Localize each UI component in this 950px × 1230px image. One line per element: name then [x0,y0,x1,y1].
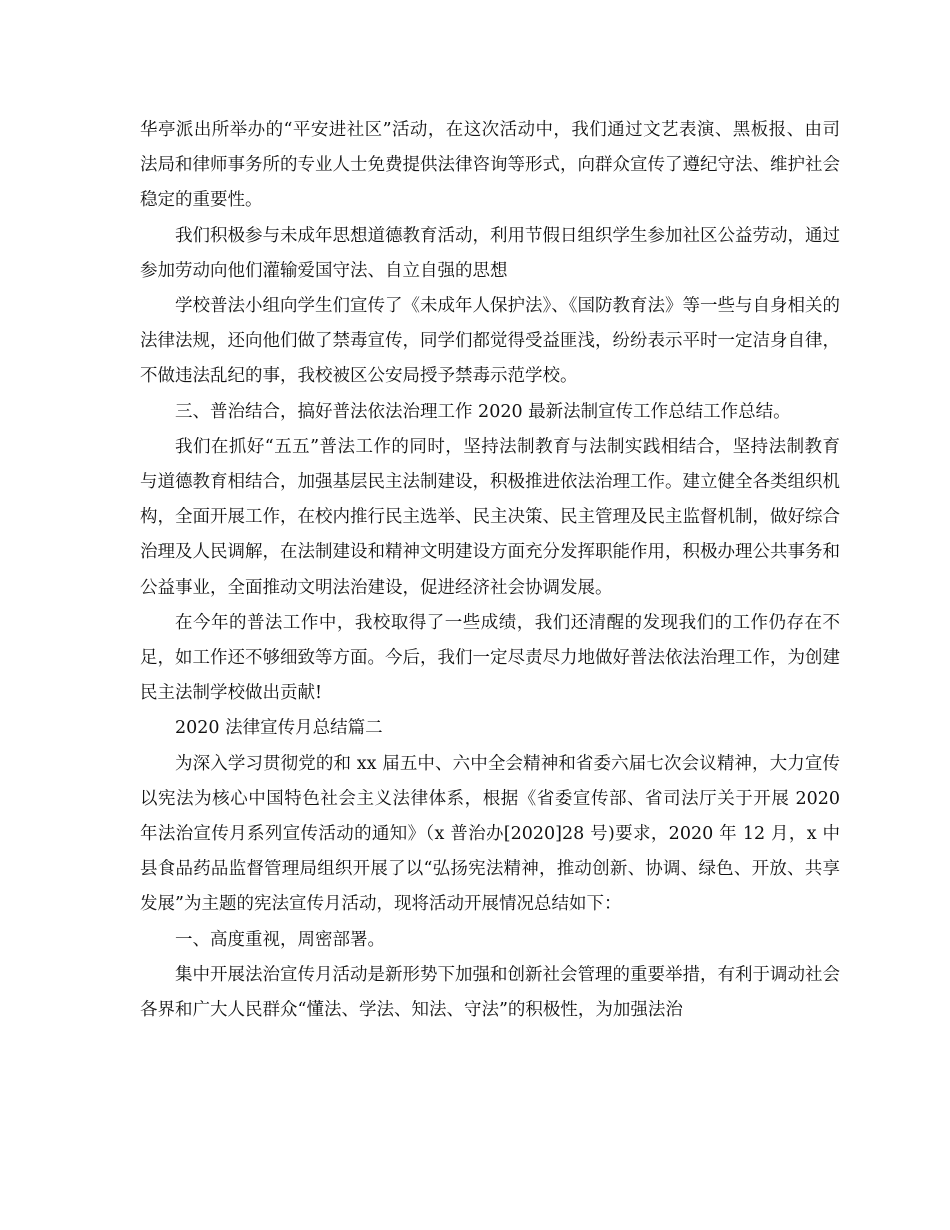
document-body [140,113,840,1028]
paragraph-1: 华亭派出所举办的“平安进社区”活动，在这次活动中，我们通过文艺表演、黑板报、由司法局和律师事务所的专业人士免费提供法律咨询等形式，向群众宣传了遵纪守法、维护社会稳定的重要性。 [140,120,840,211]
article-title-2: 2020 法律宣传月总结篇二 [175,718,383,739]
paragraph-5: 我们在抓好“五五”普法工作的同时，坚持法制教育与法制实践相结合，坚持法制教育与道德教育相结合，加强基层民主法制建设，积极推进依法治理工作。建立健全各类组织机构，全面开展工作，在校内推行民主选举、民主决策、民主管理及民主监督机制，做好综合治理及人民调解，在法制建设和精神文明建设方面充分发挥职能作用，积极办理公共事务和公益事业，全面推动文明法治建设，促进经济社会协调发展。 [140,436,840,598]
paragraph-8: 为深入学习贯彻党的和 xx 届五中、六中全会精神和省委六届七次会议精神，大力宣传以宪法为核心中国特色社会主义法律体系，根据《省委宣传部、省司法厅关于开展 2020 年法治宣传月系列宣传活动的通知》（x 普治办[2020]28 号)要求，2020 年 12 月，x 中县食品药品监督管理局组织开展了以“弘扬宪法精神，推动创新、协调、绿色、开放、共享发展”为主题的宪法宣传月活动，现将活动开展情况总结如下： [140,753,840,915]
section-heading-1: 一、高度重视，周密部署。 [175,929,385,950]
paragraph-3: 学校普法小组向学生们宣传了《未成年人保护法》、《国防教育法》等一些与自身相关的法律法规，还向他们做了禁毒宣传，同学们都觉得受益匪浅，纷纷表示平时一定洁身自律，不做违法乱纪的事，我校被区公安局授予禁毒示范学校。 [140,296,840,387]
section-heading-3: 三、普治结合，搞好普法依法治理工作 2020 最新法制宣传工作总结工作总结。 [175,401,791,422]
paragraph-2: 我们积极参与未成年思想道德教育活动，利用节假日组织学生参加社区公益劳动，通过参加劳动向他们灌输爱国守法、自立自强的思想 [140,225,840,281]
paragraph-6: 在今年的普法工作中，我校取得了一些成绩，我们还清醒的发现我们的工作仍存在不足，如工作还不够细致等方面。今后，我们一定尽责尽力地做好普法依法治理工作，为创建民主法制学校做出贡献! [140,612,840,704]
paragraph-10: 集中开展法治宣传月活动是新形势下加强和创新社会管理的重要举措，有利于调动社会各界和广大人民群众“懂法、学法、知法、守法”的积极性，为加强法治 [140,964,840,1021]
